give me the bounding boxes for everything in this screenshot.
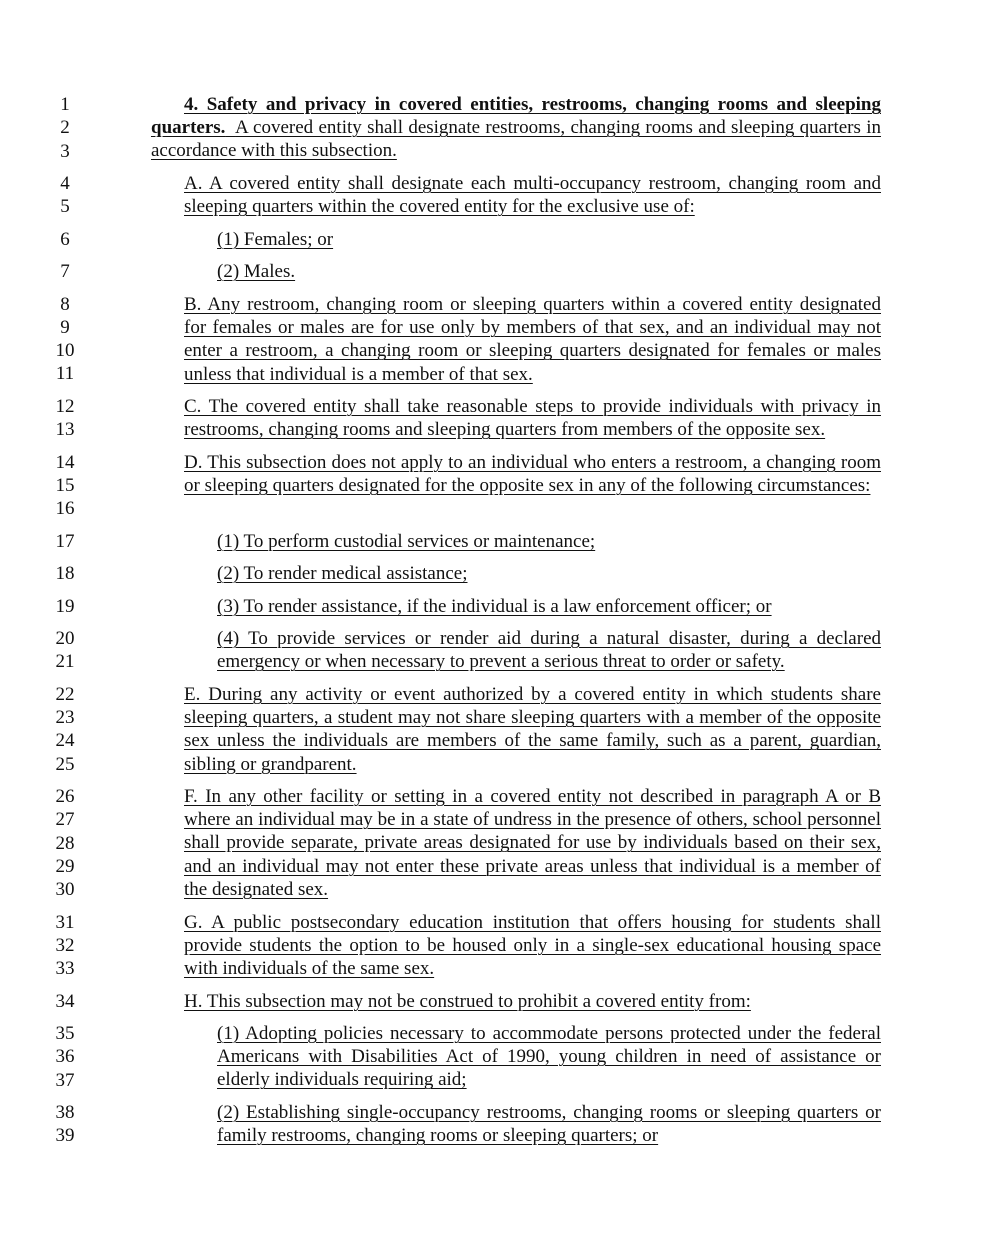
paragraph-a: A. A covered entity shall designate each multi-occupancy restroom, changing room and sleeping quarters within the covered entity for the exclusive use of: bbox=[184, 173, 881, 218]
line-number: 11 bbox=[55, 363, 75, 384]
line-number: 10 bbox=[55, 340, 75, 361]
line-number: 33 bbox=[55, 958, 75, 979]
line-number: 37 bbox=[55, 1070, 75, 1091]
line-number: 24 bbox=[55, 730, 75, 751]
line-number: 31 bbox=[55, 912, 75, 933]
line-number: 39 bbox=[55, 1125, 75, 1146]
section-heading: 4. Safety and privacy in covered entities, restrooms, changing rooms and sleeping quarters. bbox=[151, 94, 881, 139]
paragraph-d2: (2) To render medical assistance; bbox=[217, 563, 468, 584]
paragraph-d4: (4) To provide services or render aid during a natural disaster, during a declared emergency or when necessary to prevent a serious threat to order or safety. bbox=[217, 628, 881, 673]
line-number: 19 bbox=[55, 596, 75, 617]
line-number: 2 bbox=[60, 117, 70, 138]
line-number: 4 bbox=[60, 173, 70, 194]
paragraph-c: C. The covered entity shall take reasonable steps to provide individuals with privacy in restrooms, changing rooms and sleeping quarters from members of the opposite sex. bbox=[184, 396, 881, 441]
line-number: 7 bbox=[60, 261, 70, 282]
line-number: 29 bbox=[55, 856, 75, 877]
line-number: 6 bbox=[60, 229, 70, 250]
line-number: 38 bbox=[55, 1102, 75, 1123]
line-number: 30 bbox=[55, 879, 75, 900]
paragraph-b: B. Any restroom, changing room or sleeping quarters within a covered entity designated for females or males are for use only by members of that sex, and an individual may not enter a restroom, a changing room or sleeping quarters designated for females or males unless that individual is a member of that sex. bbox=[184, 294, 881, 385]
paragraph-h1: (1) Adopting policies necessary to accommodate persons protected under the federal Americans with Disabilities Act of 1990, young children in need of assistance or elderly individuals requiring aid; bbox=[217, 1023, 881, 1091]
line-number: 16 bbox=[55, 498, 75, 519]
line-number: 28 bbox=[55, 833, 75, 854]
line-number: 21 bbox=[55, 651, 75, 672]
line-number: 35 bbox=[55, 1023, 75, 1044]
line-number: 22 bbox=[55, 684, 75, 705]
line-number: 20 bbox=[55, 628, 75, 649]
line-number: 36 bbox=[55, 1046, 75, 1067]
line-number: 32 bbox=[55, 935, 75, 956]
paragraph-e: E. During any activity or event authorized by a covered entity in which students share sleeping quarters, a student may not share sleeping quarters with a member of the opposite sex unless the individuals are members of the same family, such as a parent, guardian, sibling or grandparent. bbox=[184, 684, 881, 775]
paragraph-a2: (2) Males. bbox=[217, 261, 296, 282]
line-number: 1 bbox=[60, 94, 70, 115]
paragraph-g: G. A public postsecondary education institution that offers housing for students shall provide students the option to be housed only in a single-sex educational housing space with individuals of the same sex. bbox=[184, 912, 881, 980]
line-number: 8 bbox=[60, 294, 70, 315]
line-number: 12 bbox=[55, 396, 75, 417]
paragraph-d3: (3) To render assistance, if the individual is a law enforcement officer; or bbox=[217, 596, 772, 617]
section-4-paragraph bbox=[151, 93, 881, 163]
line-number: 13 bbox=[55, 419, 75, 440]
line-number: 9 bbox=[60, 317, 70, 338]
paragraph-h2: (2) Establishing single-occupancy restrooms, changing rooms or sleeping quarters or family restrooms, changing rooms or sleeping quarters; or bbox=[217, 1102, 881, 1147]
line-number: 18 bbox=[55, 563, 75, 584]
line-number: 26 bbox=[55, 786, 75, 807]
line-number: 3 bbox=[60, 141, 70, 162]
paragraph-d1: (1) To perform custodial services or maintenance; bbox=[217, 531, 596, 552]
line-number: 23 bbox=[55, 707, 75, 728]
line-number: 34 bbox=[55, 991, 75, 1012]
line-number: 5 bbox=[60, 196, 70, 217]
paragraph-h: H. This subsection may not be construed to prohibit a covered entity from: bbox=[184, 991, 751, 1012]
paragraph-d: D. This subsection does not apply to an individual who enters a restroom, a changing room or sleeping quarters designated for the opposite sex in any of the following circumstances: bbox=[184, 452, 881, 497]
paragraph-f: F. In any other facility or setting in a covered entity not described in paragraph A or B where an individual may be in a state of undress in the presence of others, school personnel shall provide separate, private areas designated for use by individuals based on their sex, and an individual may not enter these private areas unless that individual is a member of the designated sex. bbox=[184, 786, 881, 900]
line-number: 14 bbox=[55, 452, 75, 473]
line-number: 25 bbox=[55, 754, 75, 775]
line-number: 17 bbox=[55, 531, 75, 552]
paragraph-a1: (1) Females; or bbox=[217, 229, 334, 250]
line-number: 15 bbox=[55, 475, 75, 496]
line-number: 27 bbox=[55, 809, 75, 830]
section-intro: A covered entity shall designate restrooms, changing rooms and sleeping quarters in accordance with this subsection. bbox=[151, 117, 881, 162]
